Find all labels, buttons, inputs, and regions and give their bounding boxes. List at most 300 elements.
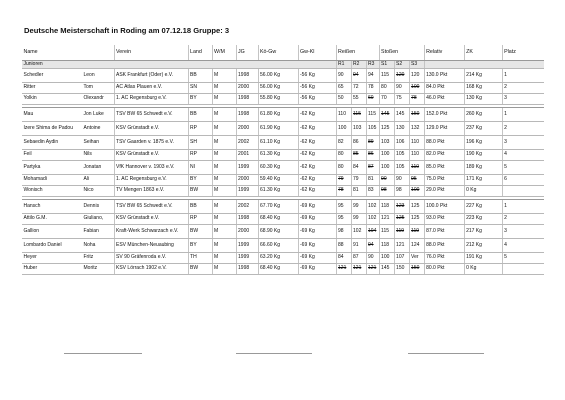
cell-kgw: 61.30 Kg (258, 186, 298, 197)
signature-line-1 (64, 353, 142, 354)
cell-last: Mau (22, 108, 82, 122)
cell-s1: 100 (379, 253, 394, 264)
cell-zk: 212 Kg (464, 239, 502, 253)
col-name-header: Name (22, 45, 114, 61)
cell-land: BY (188, 175, 212, 186)
results-table (22, 45, 544, 275)
cell-s2: 107 (394, 253, 409, 264)
cell-s1: 100 (379, 161, 394, 175)
col-land-header: Land (188, 45, 212, 61)
cell-verein: TV Mengen 1863 e.V. (114, 186, 188, 197)
cell-gwkl: -69 Kg (298, 225, 336, 239)
cell-land: RP (188, 214, 212, 225)
cell-s3: 120 (409, 69, 424, 83)
cell-gwkl: -69 Kg (298, 253, 336, 264)
cell-jg: 1999 (236, 253, 258, 264)
cell-platz: 3 (502, 225, 544, 239)
cell-gwkl: -62 Kg (298, 186, 336, 197)
table-row (22, 186, 544, 197)
cell-verein: SV 90 Gräfenroda e.V. (114, 253, 188, 264)
cell-r2: 81 (351, 186, 366, 197)
col-r3-header: R3 (366, 61, 379, 69)
cell-kgw: 63.20 Kg (258, 253, 298, 264)
cell-land: BW (188, 225, 212, 239)
cell-kgw: 68.90 Kg (258, 225, 298, 239)
cell-relativ: 88.0 Pkt (424, 136, 464, 150)
cell-s3: 78 (409, 94, 424, 105)
cell-jg: 2001 (236, 150, 258, 161)
cell-zk: 196 Kg (464, 136, 502, 150)
signature-line-3 (408, 353, 484, 354)
cell-r3: 86 (366, 150, 379, 161)
cell-first: Nils (82, 150, 114, 161)
cell-relativ: 130.0 Pkt (424, 69, 464, 83)
col-verein-header: Verein (114, 45, 188, 61)
cell-first: Seihan (82, 136, 114, 150)
cell-r3: 60 (366, 94, 379, 105)
cell-kgw: 66.60 Kg (258, 239, 298, 253)
cell-first: Antoine (82, 122, 114, 136)
cell-wm: M (212, 200, 236, 214)
header-row (22, 45, 544, 61)
cell-last: Hansch (22, 200, 82, 214)
cell-relativ: 88.0 Pkt (424, 239, 464, 253)
cell-wm: M (212, 150, 236, 161)
cell-r1: 88 (336, 239, 351, 253)
cell-first: Olexandr (82, 94, 114, 105)
cell-r3: 87 (366, 161, 379, 175)
cell-r3: 94 (366, 69, 379, 83)
cell-zk: 191 Kg (464, 253, 502, 264)
cell-s1: 98 (379, 186, 394, 197)
cell-s2: 150 (394, 264, 409, 275)
cell-wm: M (212, 83, 236, 94)
cell-r3: 105 (366, 122, 379, 136)
cell-jg: 2000 (236, 122, 258, 136)
cell-first: Fabian (82, 225, 114, 239)
cell-verein: TSV Gaarden v. 1875 e.V. (114, 136, 188, 150)
cell-s3: 125 (409, 200, 424, 214)
cell-last: Yolkin (22, 94, 82, 105)
cell-kgw: 61.10 Kg (258, 136, 298, 150)
col-r2-header: R2 (351, 61, 366, 69)
cell-verein: 1. AC Regensburg e.V. (114, 94, 188, 105)
cell-s2: 120 (394, 69, 409, 83)
table-row (22, 94, 544, 105)
cell-wm: M (212, 69, 236, 83)
cell-zk: 237 Kg (464, 122, 502, 136)
cell-r2: 85 (351, 150, 366, 161)
cell-gwkl: -56 Kg (298, 69, 336, 83)
cell-r2: 102 (351, 225, 366, 239)
cell-s1: 100 (379, 150, 394, 161)
cell-platz: 5 (502, 253, 544, 264)
cell-r3: 89 (366, 136, 379, 150)
cell-gwkl: -56 Kg (298, 94, 336, 105)
cell-land: BY (188, 94, 212, 105)
col-stossen-header: Stoßen (379, 45, 424, 61)
cell-verein: KSV Grünstadt e.V. (114, 214, 188, 225)
cell-r1: 80 (336, 161, 351, 175)
cell-land: TH (188, 253, 212, 264)
cell-land: BB (188, 108, 212, 122)
cell-first: Dennis (82, 200, 114, 214)
cell-first: Giuliano, (82, 214, 114, 225)
cell-kgw: 68.40 Kg (258, 214, 298, 225)
cell-s3: 125 (409, 214, 424, 225)
cell-r2: 91 (351, 239, 366, 253)
cell-last: Sebaedin Aydin (22, 136, 82, 150)
cell-gwkl: -69 Kg (298, 239, 336, 253)
cell-last: Heyer (22, 253, 82, 264)
cell-r1: 79 (336, 175, 351, 186)
cell-kgw: 61.80 Kg (258, 108, 298, 122)
cell-r2: 84 (351, 161, 366, 175)
cell-last: Huber (22, 264, 82, 275)
cell-relativ: 129.0 Pkt (424, 122, 464, 136)
cell-r3: 78 (366, 83, 379, 94)
cell-first: Fritz (82, 253, 114, 264)
cell-s1: 125 (379, 122, 394, 136)
cell-r3: 102 (366, 214, 379, 225)
cell-jg: 1998 (236, 69, 258, 83)
cell-platz: 4 (502, 239, 544, 253)
cell-kgw: 55.80 Kg (258, 94, 298, 105)
cell-first: Tom (82, 83, 114, 94)
col-kgw-header: Kö-Gw (258, 45, 298, 61)
cell-gwkl: -62 Kg (298, 175, 336, 186)
cell-r1: 78 (336, 186, 351, 197)
cell-wm: M (212, 108, 236, 122)
subheader-filler (424, 61, 544, 69)
cell-s2: 90 (394, 83, 409, 94)
cell-land: SH (188, 136, 212, 150)
table-row (22, 214, 544, 225)
cell-platz: 1 (502, 200, 544, 214)
table-row (22, 150, 544, 161)
cell-jg: 1999 (236, 239, 258, 253)
col-platz-header: Platz (502, 45, 544, 61)
cell-zk: 168 Kg (464, 83, 502, 94)
cell-s3: 119 (409, 225, 424, 239)
cell-s2: 105 (394, 161, 409, 175)
cell-verein: TSV BW 65 Schwedt e.V. (114, 108, 188, 122)
cell-gwkl: -62 Kg (298, 122, 336, 136)
cell-first: Ali (82, 175, 114, 186)
cell-last: Gallion (22, 225, 82, 239)
cell-r1: 80 (336, 150, 351, 161)
table-row (22, 264, 544, 275)
cell-r2: 115 (351, 108, 366, 122)
table-row (22, 161, 544, 175)
col-s2-header: S2 (394, 61, 409, 69)
cell-r1: 98 (336, 225, 351, 239)
cell-platz (502, 186, 544, 197)
cell-wm: M (212, 264, 236, 275)
cell-verein: 1. AC Regensburg e.V. (114, 175, 188, 186)
cell-r3: 90 (366, 253, 379, 264)
cell-platz: 2 (502, 122, 544, 136)
col-reissen-header: Reißen (336, 45, 379, 61)
cell-s1: 70 (379, 94, 394, 105)
cell-last: Partyka (22, 161, 82, 175)
cell-s3: 110 (409, 136, 424, 150)
cell-s3: 110 (409, 161, 424, 175)
cell-s2: 145 (394, 108, 409, 122)
col-zk-header: ZK (464, 45, 502, 61)
cell-s1: 115 (379, 69, 394, 83)
cell-relativ: 93.0 Pkt (424, 214, 464, 225)
cell-wm: M (212, 94, 236, 105)
cell-last: Attilo G.M. (22, 214, 82, 225)
cell-zk: 171 Kg (464, 175, 502, 186)
cell-s1: 118 (379, 200, 394, 214)
cell-jg: 2000 (236, 175, 258, 186)
col-r1-header: R1 (336, 61, 351, 69)
cell-s3: 95 (409, 175, 424, 186)
cell-relativ: 100.0 Pkt (424, 200, 464, 214)
cell-kgw: 61.30 Kg (258, 150, 298, 161)
cell-zk: 214 Kg (464, 69, 502, 83)
cell-verein: ASK Frankfurt (Oder) e.V. (114, 69, 188, 83)
cell-platz: 1 (502, 108, 544, 122)
cell-gwkl: -69 Kg (298, 214, 336, 225)
cell-platz: 3 (502, 94, 544, 105)
cell-r1: 121 (336, 264, 351, 275)
cell-r2: 55 (351, 94, 366, 105)
cell-kgw: 61.90 Kg (258, 122, 298, 136)
cell-s1: 103 (379, 136, 394, 150)
cell-relativ: 82.0 Pkt (424, 150, 464, 161)
col-relativ-header: Relativ (424, 45, 464, 61)
cell-platz: 4 (502, 150, 544, 161)
cell-r2: 103 (351, 122, 366, 136)
col-s1-header: S1 (379, 61, 394, 69)
cell-r2: 94 (351, 69, 366, 83)
cell-relativ: 46.0 Pkt (424, 94, 464, 105)
cell-r2: 86 (351, 136, 366, 150)
cell-relativ: 76.0 Pkt (424, 253, 464, 264)
cell-verein: AC Atlas Plauen e.V. (114, 83, 188, 94)
cell-r1: 110 (336, 108, 351, 122)
table-row (22, 225, 544, 239)
cell-relativ: 152.0 Pkt (424, 108, 464, 122)
cell-verein: KSV Grünstadt e.V. (114, 122, 188, 136)
cell-r1: 95 (336, 200, 351, 214)
cell-s3: 150 (409, 108, 424, 122)
cell-jg: 2002 (236, 136, 258, 150)
cell-r2: 87 (351, 253, 366, 264)
cell-platz: 2 (502, 214, 544, 225)
cell-gwkl: -69 Kg (298, 200, 336, 214)
cell-wm: M (212, 214, 236, 225)
cell-s3: 100 (409, 186, 424, 197)
table-row (22, 200, 544, 214)
cell-r1: 84 (336, 253, 351, 264)
cell-s1: 118 (379, 239, 394, 253)
cell-last: Lombardo Daniel (22, 239, 82, 253)
cell-r2: 72 (351, 83, 366, 94)
cell-first: Jonatan (82, 161, 114, 175)
cell-zk: 260 Kg (464, 108, 502, 122)
cell-kgw: 67.70 Kg (258, 200, 298, 214)
table-row (22, 136, 544, 150)
col-jg-header: JG (236, 45, 258, 61)
cell-s2: 130 (394, 122, 409, 136)
cell-land: BY (188, 239, 212, 253)
table-row (22, 122, 544, 136)
cell-land: RP (188, 150, 212, 161)
cell-s2: 106 (394, 136, 409, 150)
table-row (22, 253, 544, 264)
cell-kgw: 60.30 Kg (258, 161, 298, 175)
cell-r1: 50 (336, 94, 351, 105)
cell-platz (502, 264, 544, 275)
cell-s2: 121 (394, 239, 409, 253)
cell-relativ: 84.0 Pkt (424, 83, 464, 94)
cell-s2: 119 (394, 225, 409, 239)
cell-gwkl: -69 Kg (298, 264, 336, 275)
table-row (22, 175, 544, 186)
cell-kgw: 59.40 Kg (258, 175, 298, 186)
cell-platz: 6 (502, 175, 544, 186)
cell-first: Noha (82, 239, 114, 253)
cell-jg: 1999 (236, 186, 258, 197)
cell-platz: 1 (502, 69, 544, 83)
cell-r2: 121 (351, 264, 366, 275)
cell-r3: 94 (366, 239, 379, 253)
cell-s2: 105 (394, 150, 409, 161)
cell-verein: ESV München-Neuaubing (114, 239, 188, 253)
cell-first: Moritz (82, 264, 114, 275)
cell-last: Wonisch (22, 186, 82, 197)
cell-r1: 65 (336, 83, 351, 94)
cell-kgw: 56.00 Kg (258, 69, 298, 83)
cell-land: BB (188, 200, 212, 214)
cell-zk: 190 Kg (464, 150, 502, 161)
cell-verein: KSV Grünstadt e.V. (114, 150, 188, 161)
cell-wm: M (212, 239, 236, 253)
cell-r1: 90 (336, 69, 351, 83)
cell-s1: 145 (379, 264, 394, 275)
cell-r3: 83 (366, 186, 379, 197)
cell-first: Leon (82, 69, 114, 83)
table-row (22, 108, 544, 122)
cell-r3: 115 (366, 108, 379, 122)
cell-gwkl: -56 Kg (298, 83, 336, 94)
cell-jg: 1999 (236, 161, 258, 175)
cell-s2: 75 (394, 94, 409, 105)
cell-last: Feil (22, 150, 82, 161)
cell-gwkl: -62 Kg (298, 136, 336, 150)
cell-last: Mohamadi (22, 175, 82, 186)
category-label: Junioren (22, 61, 336, 69)
cell-s3: Ver (409, 253, 424, 264)
cell-s2: 125 (394, 214, 409, 225)
cell-land: BB (188, 69, 212, 83)
cell-zk: 223 Kg (464, 214, 502, 225)
cell-verein: VfK Hannover v. 1903 e.V. (114, 161, 188, 175)
cell-land: RP (188, 122, 212, 136)
cell-s2: 98 (394, 186, 409, 197)
cell-wm: M (212, 161, 236, 175)
cell-zk: 0 Kg (464, 264, 502, 275)
table-row (22, 69, 544, 83)
cell-zk: 227 Kg (464, 200, 502, 214)
cell-s3: 132 (409, 122, 424, 136)
cell-r3: 102 (366, 200, 379, 214)
cell-r2: 99 (351, 214, 366, 225)
cell-platz: 5 (502, 161, 544, 175)
cell-wm: M (212, 136, 236, 150)
cell-s3: 110 (409, 150, 424, 161)
cell-relativ: 29.0 Pkt (424, 186, 464, 197)
page-title: Deutsche Meisterschaft in Roding am 07.12.18 Gruppe: 3 (24, 26, 230, 35)
cell-relativ: 87.0 Pkt (424, 225, 464, 239)
col-wm-header: W/M (212, 45, 236, 61)
cell-wm: M (212, 175, 236, 186)
cell-last: Ritter (22, 83, 82, 94)
cell-r1: 95 (336, 214, 351, 225)
cell-platz: 3 (502, 136, 544, 150)
cell-r3: 104 (366, 225, 379, 239)
cell-verein: KSV Lörrach 1902 e.V. (114, 264, 188, 275)
cell-first: Nico (82, 186, 114, 197)
subheader-row (22, 61, 544, 69)
cell-zk: 217 Kg (464, 225, 502, 239)
cell-verein: TSV BW 65 Schwedt e.V. (114, 200, 188, 214)
cell-s3: 124 (409, 239, 424, 253)
cell-first: Jon Luke (82, 108, 114, 122)
cell-jg: 2000 (236, 83, 258, 94)
cell-jg: 2000 (236, 225, 258, 239)
cell-jg: 1998 (236, 94, 258, 105)
cell-s1: 80 (379, 83, 394, 94)
cell-s1: 115 (379, 225, 394, 239)
cell-land: SN (188, 83, 212, 94)
table-row (22, 239, 544, 253)
cell-gwkl: -62 Kg (298, 150, 336, 161)
cell-wm: M (212, 186, 236, 197)
cell-relativ: 75.0 Pkt (424, 175, 464, 186)
col-s3-header: S3 (409, 61, 424, 69)
cell-r3: 121 (366, 264, 379, 275)
cell-jg: 2002 (236, 200, 258, 214)
cell-s2: 123 (394, 200, 409, 214)
cell-s1: 90 (379, 175, 394, 186)
cell-last: Izere Shima de Padou (22, 122, 82, 136)
cell-r2: 79 (351, 175, 366, 186)
signature-line-2 (236, 353, 312, 354)
cell-s3: 100 (409, 83, 424, 94)
cell-platz: 2 (502, 83, 544, 94)
cell-r3: 81 (366, 175, 379, 186)
col-gwkl-header: Gw-Kl (298, 45, 336, 61)
cell-jg: 1998 (236, 264, 258, 275)
cell-r1: 100 (336, 122, 351, 136)
cell-verein: Kraft-Werk Schwarzach e.V. (114, 225, 188, 239)
cell-gwkl: -62 Kg (298, 161, 336, 175)
cell-s1: 145 (379, 108, 394, 122)
cell-zk: 0 Kg (464, 186, 502, 197)
cell-last: Schedler (22, 69, 82, 83)
cell-relativ: 85.0 Pkt (424, 161, 464, 175)
cell-jg: 1998 (236, 214, 258, 225)
cell-wm: M (212, 225, 236, 239)
cell-kgw: 56.00 Kg (258, 83, 298, 94)
cell-wm: M (212, 253, 236, 264)
cell-relativ: 80.0 Pkt (424, 264, 464, 275)
